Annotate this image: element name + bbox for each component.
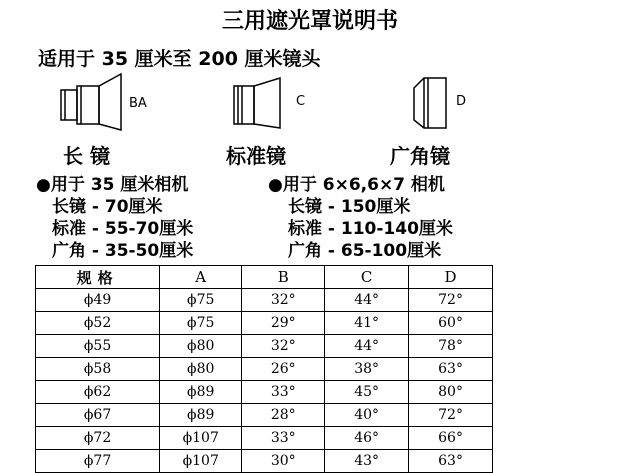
spec-medium-format [268, 174, 453, 262]
table-cell: 30° [242, 450, 325, 473]
spec-35mm [36, 174, 193, 262]
table-cell: ϕ72 [36, 427, 160, 450]
table-cell: 32° [242, 289, 325, 312]
table-cell: 41° [325, 312, 409, 335]
document-subtitle: 适用于 35 厘米至 200 厘米镜头 [38, 48, 321, 70]
lens-hood-long-icon [55, 72, 135, 132]
table-cell: ϕ67 [36, 404, 160, 427]
table-row [36, 381, 493, 404]
lens-hood-standard-icon [232, 72, 302, 132]
table-cell: 72° [409, 404, 493, 427]
hood-standard-lens [226, 72, 306, 168]
hood-name-long: 长 镜 [63, 144, 110, 168]
table-cell: 46° [325, 427, 409, 450]
hood-code-c: C [296, 94, 306, 109]
table-cell: 72° [409, 289, 493, 312]
table-cell: 63° [409, 450, 493, 473]
spec-35mm-line: 广角 - 35-50厘米 [52, 241, 194, 261]
column-header-size: 规格 [36, 266, 160, 289]
table-row [36, 404, 493, 427]
column-header-a: A [160, 266, 242, 289]
table-cell: ϕ107 [160, 427, 242, 450]
hood-code-ba: BA [129, 96, 147, 111]
table-row [36, 358, 493, 381]
table-cell: 28° [242, 404, 325, 427]
table-cell: ϕ58 [36, 358, 160, 381]
hood-long-lens [55, 72, 147, 168]
document-title: 三用遮光罩说明书 [221, 9, 398, 34]
spec-35mm-heading: ●用于 35 厘米相机 [36, 175, 189, 195]
table-cell: ϕ62 [36, 381, 160, 404]
hood-name-wide: 广角镜 [390, 144, 450, 168]
table-cell: ϕ75 [160, 312, 242, 335]
table-row [36, 289, 493, 312]
table-cell: ϕ107 [160, 450, 242, 473]
table-cell: 78° [409, 335, 493, 358]
table-cell: ϕ80 [160, 335, 242, 358]
table-cell: 66° [409, 427, 493, 450]
hood-name-standard: 标准镜 [226, 144, 286, 168]
table-cell: ϕ49 [36, 289, 160, 312]
table-cell: ϕ52 [36, 312, 160, 335]
column-header-c: C [325, 266, 409, 289]
table-cell: ϕ75 [160, 289, 242, 312]
table-cell: 60° [409, 312, 493, 335]
table-row [36, 335, 493, 358]
table-cell: 80° [409, 381, 493, 404]
table-cell: 44° [325, 289, 409, 312]
spec-35mm-line: 长镜 - 70厘米 [52, 197, 163, 217]
table-cell: ϕ89 [160, 381, 242, 404]
spec-table [35, 265, 493, 473]
table-cell: 44° [325, 335, 409, 358]
spec-35mm-line: 标准 - 55-70厘米 [52, 219, 194, 239]
table-cell: ϕ77 [36, 450, 160, 473]
spec-medium-format-heading: ●用于 6×6,6×7 相机 [268, 175, 445, 195]
table-cell: 32° [242, 335, 325, 358]
spec-medium-format-line: 标准 - 110-140厘米 [288, 219, 453, 239]
column-header-d: D [409, 266, 493, 289]
spec-medium-format-line: 长镜 - 150厘米 [288, 197, 411, 217]
table-cell: ϕ55 [36, 335, 160, 358]
table-row [36, 312, 493, 335]
table-header-row [36, 266, 493, 289]
table-cell: ϕ89 [160, 404, 242, 427]
table-cell: 43° [325, 450, 409, 473]
table-cell: 45° [325, 381, 409, 404]
hood-wide-angle [390, 72, 468, 168]
table-cell: 26° [242, 358, 325, 381]
table-row [36, 450, 493, 473]
spec-medium-format-line: 广角 - 65-100厘米 [288, 241, 442, 261]
column-header-b: B [242, 266, 325, 289]
hood-code-d: D [456, 94, 467, 109]
table-cell: 63° [409, 358, 493, 381]
table-row [36, 427, 493, 450]
table-cell: 40° [325, 404, 409, 427]
table-cell: 38° [325, 358, 409, 381]
table-cell: ϕ80 [160, 358, 242, 381]
table-cell: 33° [242, 381, 325, 404]
table-cell: 29° [242, 312, 325, 335]
table-cell: 33° [242, 427, 325, 450]
